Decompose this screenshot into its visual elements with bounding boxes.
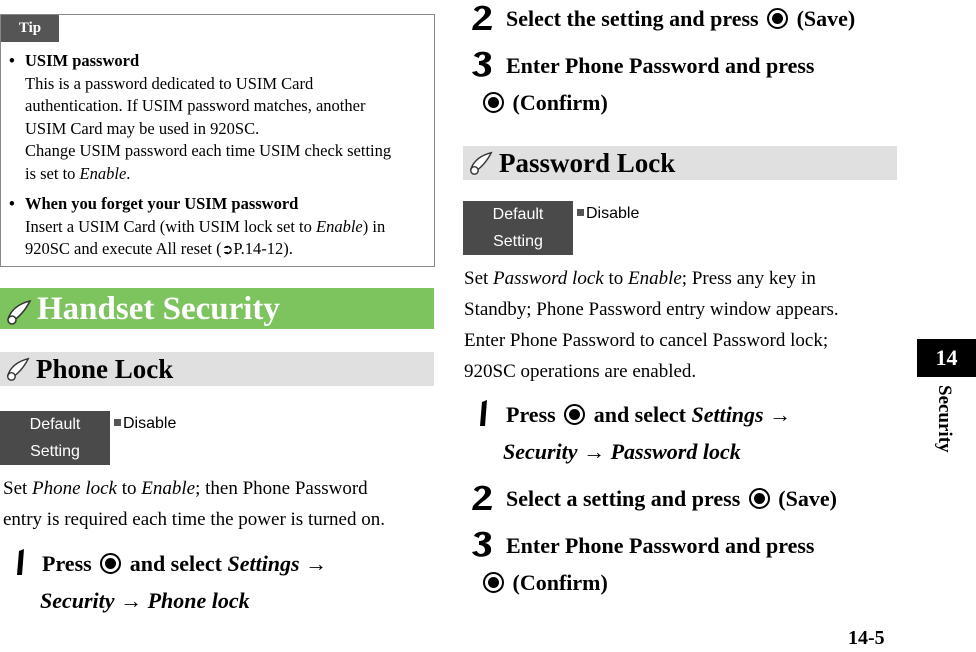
center-key-icon bbox=[483, 572, 504, 593]
chapter-label bbox=[935, 385, 957, 465]
tip-heading: USIM password bbox=[25, 51, 140, 70]
desc-line: Set Phone lock to Enable; then Phone Password bbox=[3, 478, 368, 499]
section-title: Password Lock bbox=[499, 148, 676, 178]
tip-line: USIM Card may be used in 920SC. bbox=[25, 118, 260, 138]
desc-line: entry is required each time the power is turned on. bbox=[3, 509, 385, 530]
step-text: Select a setting and press (Save) bbox=[506, 486, 837, 511]
page-ref-arrow-icon: ➲ bbox=[221, 242, 234, 258]
center-key-icon bbox=[767, 8, 788, 29]
step-2-icon bbox=[468, 2, 498, 32]
chapter-label-text: Security bbox=[934, 385, 955, 453]
desc-line: Enter Phone Password to cancel Password lock; bbox=[464, 330, 829, 351]
password-lock-description bbox=[464, 263, 904, 387]
password-lock-step-1 bbox=[468, 396, 908, 470]
default-setting-label bbox=[463, 201, 573, 255]
step-text: Select the setting and press (Save) bbox=[506, 6, 856, 31]
tip-body bbox=[9, 73, 429, 186]
default-label-line: Default bbox=[492, 206, 544, 223]
page-ref-link[interactable]: P.14-12 bbox=[233, 239, 284, 258]
step-text: Security → Password lock bbox=[503, 439, 741, 464]
bullet: • bbox=[9, 194, 15, 213]
tip-box bbox=[0, 14, 435, 267]
tip-line: 920SC and execute All reset (➲P.14-12). bbox=[25, 239, 293, 258]
step-text: Enter Phone Password and press bbox=[506, 533, 815, 558]
step-text: (Confirm) bbox=[468, 564, 908, 601]
step-3-icon bbox=[468, 529, 498, 559]
password-lock-step-2 bbox=[468, 480, 908, 517]
page-number: 14-5 bbox=[848, 627, 885, 649]
section-bullet-icon bbox=[467, 149, 495, 177]
chapter-tab: 14 bbox=[917, 339, 976, 377]
bullet: • bbox=[9, 51, 15, 70]
section-header-password-lock bbox=[463, 146, 897, 180]
tip-line: Insert a USIM Card (with USIM lock set to Enable) in bbox=[25, 216, 386, 236]
step-text: (Confirm) bbox=[468, 84, 908, 121]
center-key-icon bbox=[483, 92, 504, 113]
tip-line: Change USIM password each time USIM check setting bbox=[25, 141, 392, 160]
step-text: Press and select Settings → bbox=[42, 551, 328, 576]
tip-heading: When you forget your USIM password bbox=[25, 194, 299, 213]
phone-lock-step-1 bbox=[5, 545, 435, 619]
default-label-line: Setting bbox=[30, 443, 80, 460]
step-text: Security → Phone lock bbox=[40, 588, 250, 613]
square-bullet-icon bbox=[114, 419, 121, 426]
tip-label: Tip bbox=[1, 15, 59, 42]
section-header-handset-security bbox=[0, 288, 434, 329]
phone-lock-description bbox=[3, 473, 433, 535]
section-title: Handset Security bbox=[37, 291, 280, 327]
center-key-icon bbox=[100, 553, 121, 574]
square-bullet-icon bbox=[577, 209, 584, 216]
section-bullet-icon bbox=[4, 297, 34, 327]
center-key-icon bbox=[564, 404, 585, 425]
tip-body bbox=[9, 216, 429, 262]
step-2-icon bbox=[468, 482, 498, 512]
phone-lock-step-2 bbox=[468, 0, 908, 37]
center-key-icon bbox=[749, 488, 770, 509]
password-lock-step-3 bbox=[468, 527, 908, 601]
desc-line: Standby; Phone Password entry window appears. bbox=[464, 299, 839, 320]
step-3-icon bbox=[468, 49, 498, 79]
section-title: Phone Lock bbox=[36, 354, 174, 384]
default-label-line: Setting bbox=[493, 233, 543, 250]
step-1-icon bbox=[5, 547, 35, 577]
section-bullet-icon bbox=[4, 355, 32, 383]
default-setting-label bbox=[0, 411, 110, 465]
desc-line: 920SC operations are enabled. bbox=[464, 361, 697, 382]
step-text: Press and select Settings → bbox=[506, 402, 792, 427]
desc-line: Set Password lock to Enable; Press any key in bbox=[464, 268, 816, 289]
phone-lock-step-3 bbox=[468, 47, 908, 121]
step-text: Enter Phone Password and press bbox=[506, 53, 815, 78]
tip-line: authentication. If USIM password matches, another bbox=[25, 96, 366, 115]
tip-line: This is a password dedicated to USIM Card bbox=[25, 73, 314, 93]
default-setting-value: Disable bbox=[114, 414, 176, 434]
default-setting-value: Disable bbox=[577, 204, 639, 224]
tip-line: is set to Enable. bbox=[25, 163, 131, 183]
tip-item-usim-password bbox=[9, 50, 429, 185]
tip-item-forget-password bbox=[9, 193, 429, 262]
section-header-phone-lock bbox=[0, 352, 434, 386]
step-1-icon bbox=[468, 398, 498, 428]
default-label-line: Default bbox=[29, 416, 81, 433]
